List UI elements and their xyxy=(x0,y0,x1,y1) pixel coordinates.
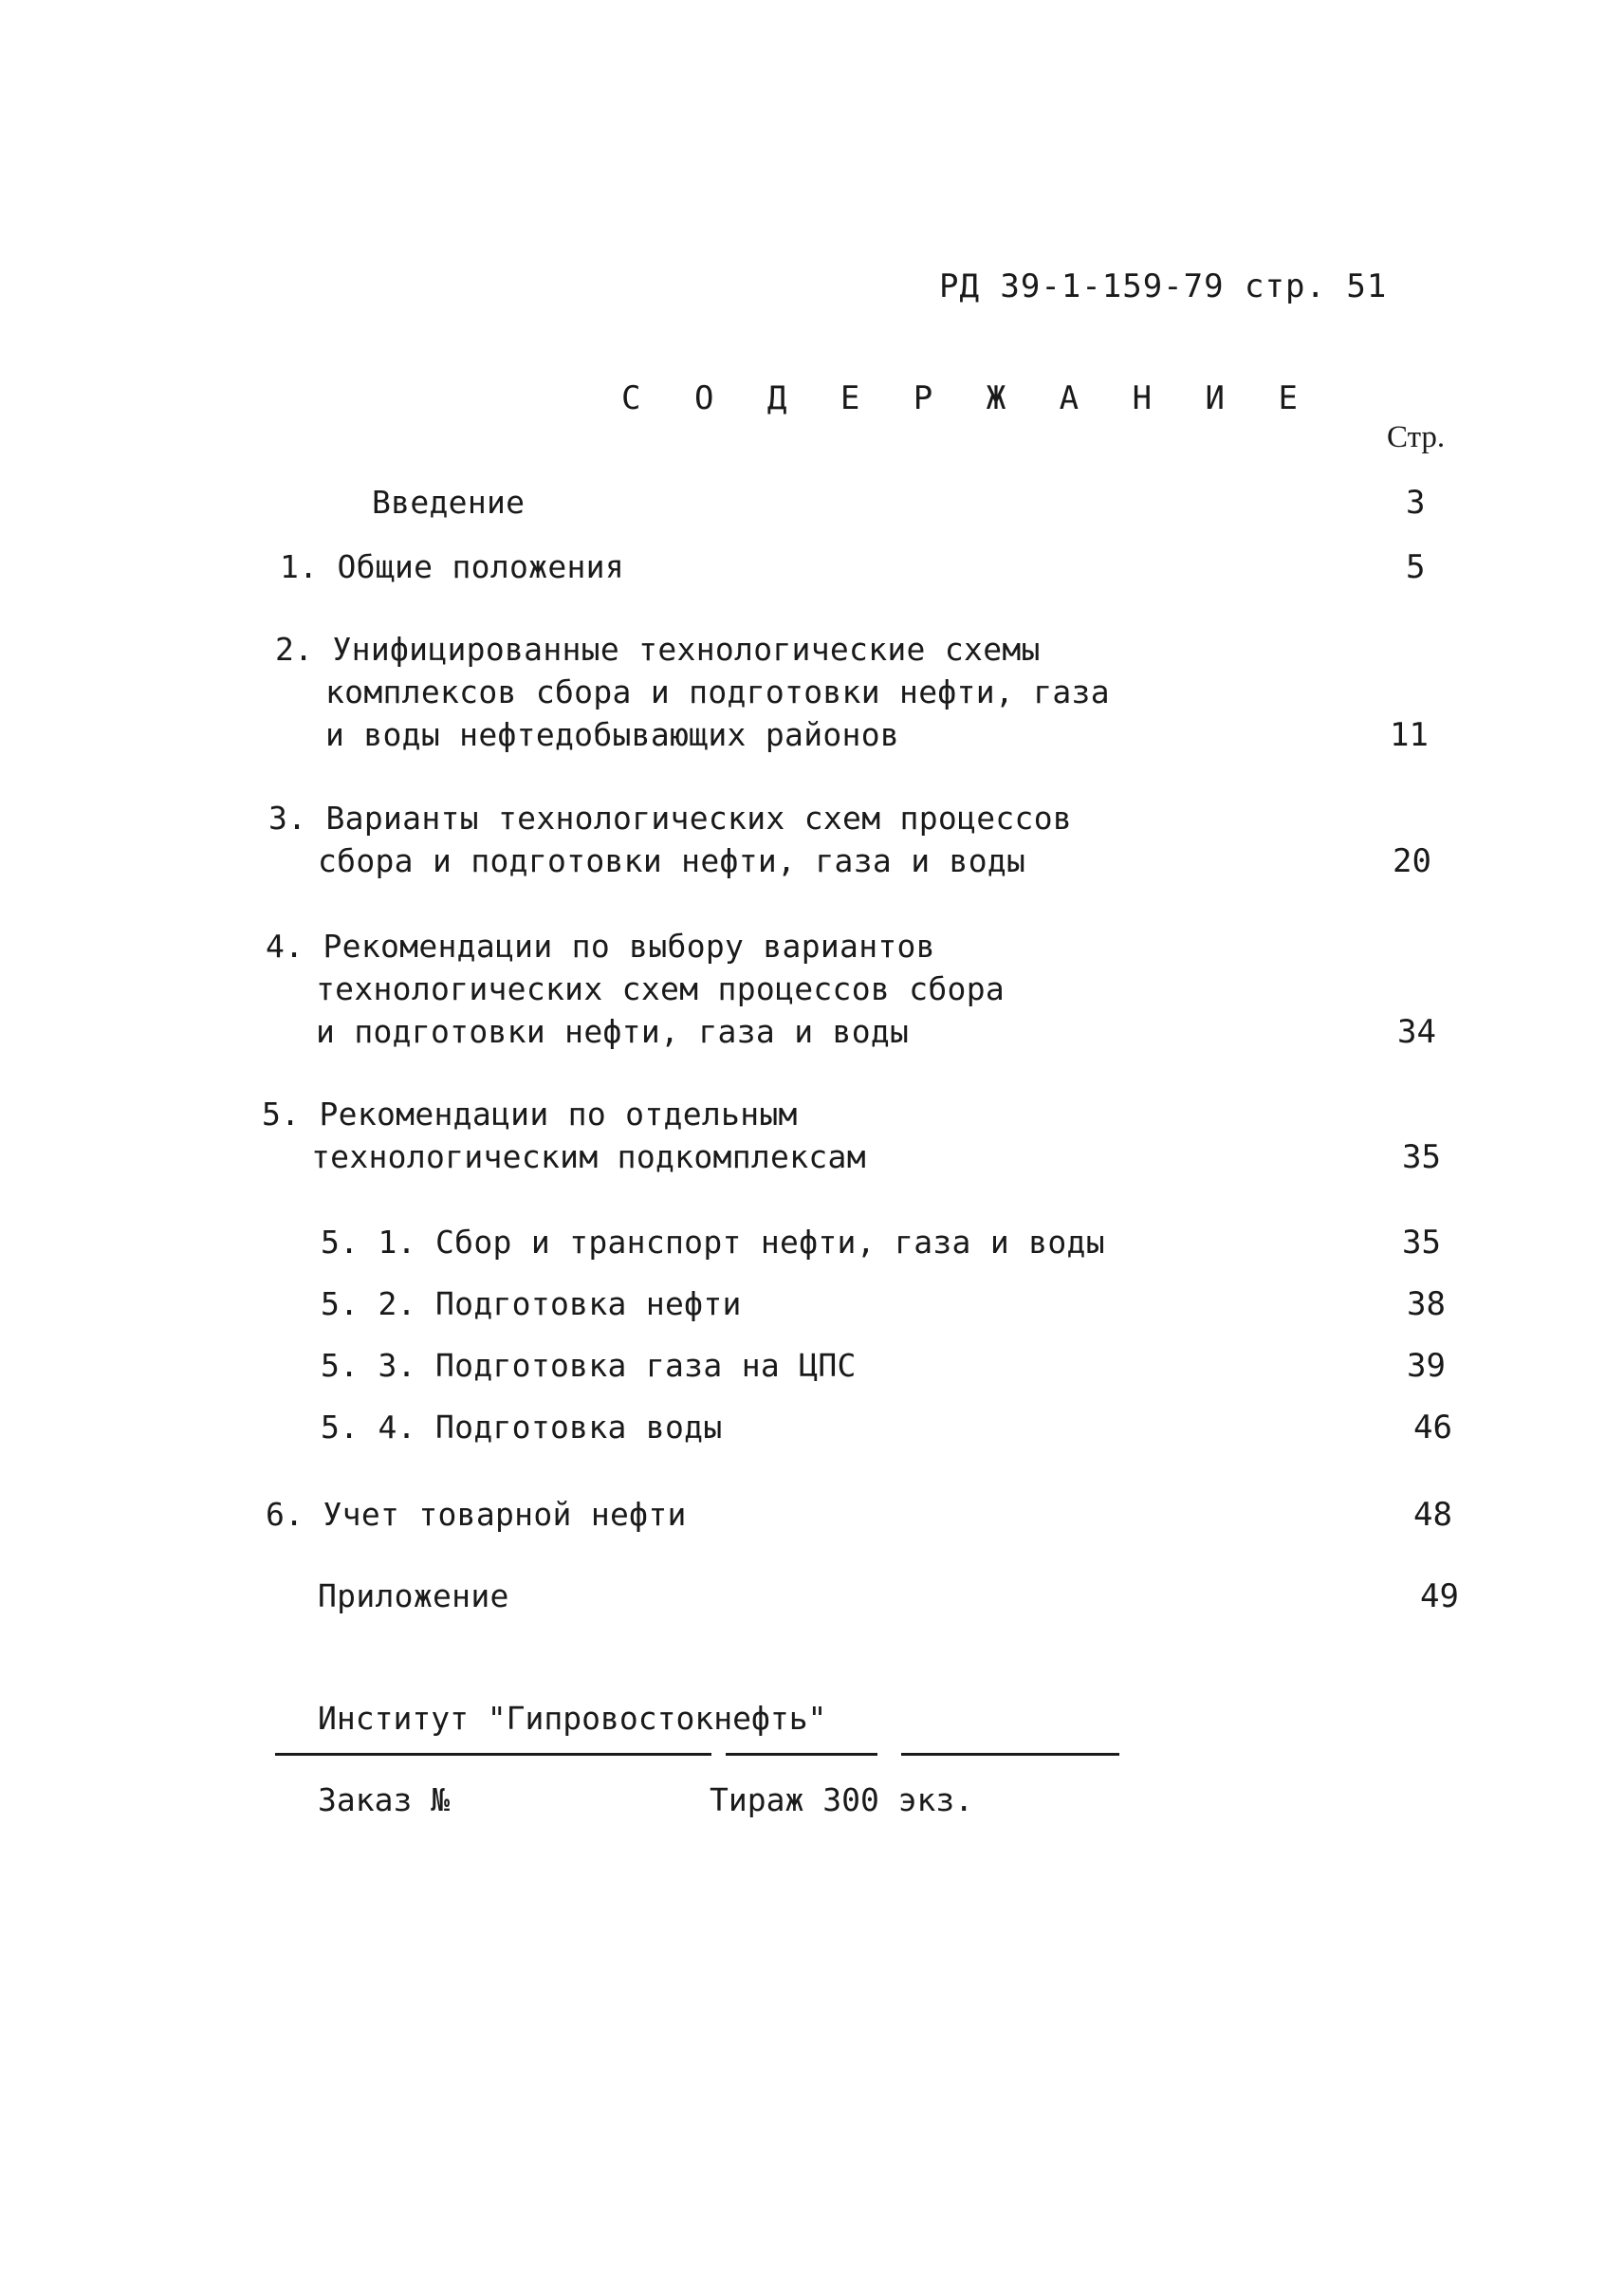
toc-entry-page: 49 xyxy=(1420,1577,1459,1615)
document-reference: РД 39-1-159-79 стр. 51 xyxy=(939,267,1388,305)
toc-entry-page: 3 xyxy=(1406,484,1426,522)
toc-entry-title: Приложение xyxy=(318,1577,509,1614)
page-column-label: Стр. xyxy=(1387,420,1446,454)
toc-entry-title-line-2: технологических схем процессов сбора xyxy=(316,970,1006,1007)
divider-rule xyxy=(726,1753,877,1756)
toc-entry-title: 5. 1. Сбор и транспорт нефти, газа и воды xyxy=(321,1224,1105,1261)
toc-entry-title-line-1: 3. Варианты технологических схем процессов xyxy=(268,800,1073,837)
toc-entry-title-line-2: технологическим подкомплексам xyxy=(311,1138,866,1175)
toc-entry-page: 5 xyxy=(1406,548,1426,586)
order-number: Заказ № xyxy=(318,1781,451,1818)
toc-entry-page: 35 xyxy=(1402,1138,1441,1176)
toc-entry-title-line-1: 4. Рекомендации по выбору вариантов xyxy=(266,928,935,965)
toc-entry-title-line-1: 2. Унифицированные технологические схемы xyxy=(275,631,1041,668)
toc-entry-title: 6. Учет товарной нефти xyxy=(266,1496,687,1533)
page-title: С О Д Е Р Ж А Н И Е xyxy=(621,379,1315,417)
toc-entry-title: Введение xyxy=(372,484,526,521)
toc-entry-title-line-1: 5. Рекомендации по отдельным xyxy=(262,1096,798,1133)
toc-entry-page: 48 xyxy=(1413,1496,1452,1534)
toc-entry-title: 5. 2. Подготовка нефти xyxy=(321,1285,742,1322)
toc-entry-title: 5. 3. Подготовка газа на ЦПС xyxy=(321,1347,857,1384)
toc-entry-page: 35 xyxy=(1402,1224,1441,1262)
divider-rule xyxy=(275,1753,711,1756)
toc-entry-page: 39 xyxy=(1407,1347,1446,1385)
toc-entry-title: 5. 4. Подготовка воды xyxy=(321,1409,723,1446)
toc-entry-title-line-2: комплексов сбора и подготовки нефти, газа xyxy=(325,673,1110,710)
toc-entry-title-line-3: и подготовки нефти, газа и воды xyxy=(316,1013,910,1050)
toc-entry-page: 11 xyxy=(1390,716,1429,754)
divider-rule xyxy=(901,1753,1119,1756)
toc-entry-title: 1. Общие положения xyxy=(280,548,625,585)
publisher-institute: Институт "Гипровостокнефть" xyxy=(318,1700,827,1737)
toc-entry-page: 38 xyxy=(1407,1285,1446,1323)
toc-entry-title-line-3: и воды нефтедобывающих районов xyxy=(325,716,900,753)
toc-entry-page: 34 xyxy=(1397,1013,1436,1051)
toc-entry-page: 20 xyxy=(1393,842,1431,880)
print-run: Тираж 300 экз. xyxy=(710,1781,974,1818)
toc-entry-page: 46 xyxy=(1413,1409,1452,1447)
toc-entry-title-line-2: сбора и подготовки нефти, газа и воды xyxy=(318,842,1026,879)
